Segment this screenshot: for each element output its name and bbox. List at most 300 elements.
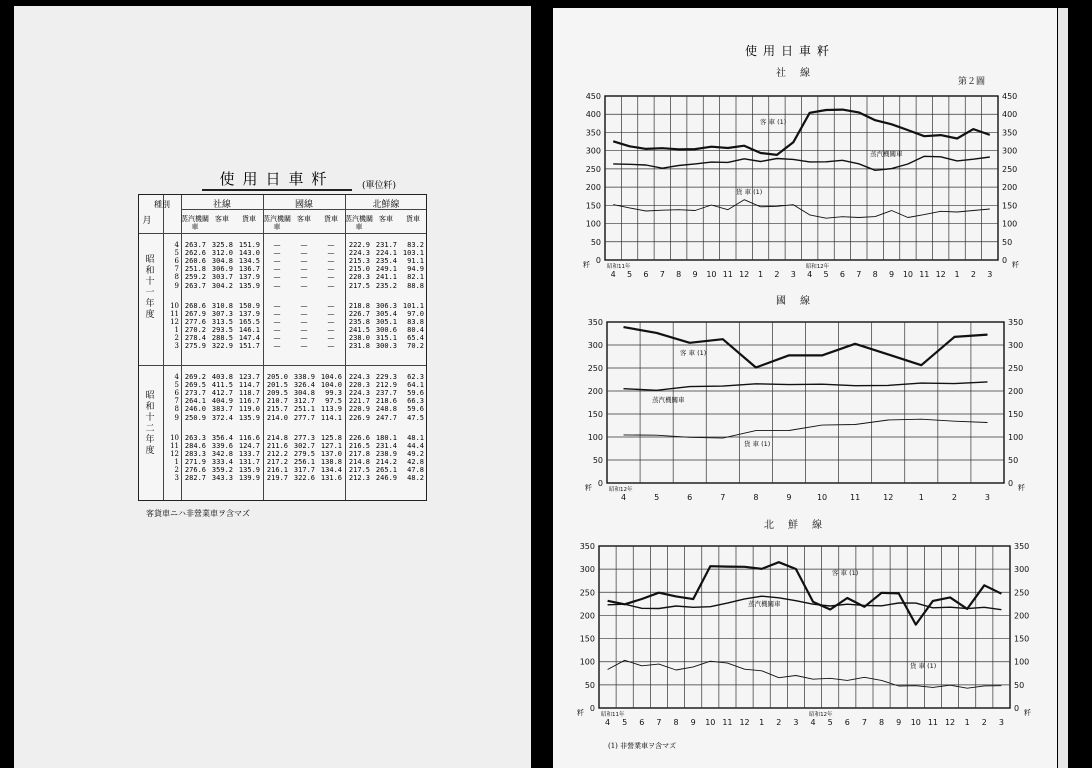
table-dash: — xyxy=(273,334,281,342)
row-month-label: 10 xyxy=(170,433,179,442)
table-cell: 214.8 xyxy=(348,457,370,466)
y-tick-label-left: 100 xyxy=(587,433,603,442)
table-cell: 317.7 xyxy=(293,466,315,474)
y-tick-label-right: 250 xyxy=(1008,364,1024,373)
table-dash: — xyxy=(300,273,308,282)
table-cell: 304.8 xyxy=(293,389,315,398)
chart-title-0: 社線 xyxy=(776,68,824,79)
x-tick-label: 2 xyxy=(970,270,976,279)
y-tick-label-right: 350 xyxy=(1002,128,1018,138)
table-cell: 138.8 xyxy=(320,457,342,466)
series-label-2-2: 貨 車 (1) xyxy=(910,662,937,670)
table-cell: 343.3 xyxy=(211,474,233,483)
x-tick-label: 8 xyxy=(753,493,759,502)
x-tick-label: 12 xyxy=(739,270,750,279)
y-tick-label-left: 250 xyxy=(585,164,601,174)
x-tick-label: 5 xyxy=(823,270,829,279)
table-cell: 372.4 xyxy=(211,413,233,422)
table-cell: 214.2 xyxy=(375,457,397,466)
x-tick-label: 4 xyxy=(810,718,816,727)
y-tick-label-right: 50 xyxy=(1008,456,1019,465)
table-cell: 231.8 xyxy=(348,342,370,351)
y-tick-label-right: 150 xyxy=(1014,634,1030,644)
era-label: 昭和11年 xyxy=(607,264,631,270)
table-cell: 116.6 xyxy=(238,433,260,442)
table-cell: 201.5 xyxy=(266,381,288,390)
table-cell: 62.3 xyxy=(407,373,424,381)
table-cell: 283.3 xyxy=(184,449,206,458)
table-dash: — xyxy=(327,265,335,274)
table-cell: 226.6 xyxy=(348,433,370,442)
x-tick-label: 2 xyxy=(774,270,780,279)
unit-label-left: 粁 xyxy=(577,709,584,717)
unit-label-right: 粁 xyxy=(1018,484,1025,492)
table-cell: 247.7 xyxy=(375,413,397,422)
x-tick-label: 8 xyxy=(872,270,878,279)
table-cell: 214.8 xyxy=(266,433,288,442)
x-tick-label: 4 xyxy=(605,718,611,727)
row-month-label: 7 xyxy=(174,397,179,406)
table-cell: 304.2 xyxy=(211,281,233,290)
header-col-1-1: 客車 xyxy=(297,215,311,223)
table-cell: 143.0 xyxy=(238,249,260,258)
table-cell: 273.7 xyxy=(184,389,206,398)
row-month-label: 9 xyxy=(174,281,179,290)
row-month-label: 11 xyxy=(170,309,179,318)
header-col-0-1: 客車 xyxy=(215,215,229,223)
x-tick-label: 10 xyxy=(705,718,716,727)
table-cell: 216.1 xyxy=(266,466,288,474)
x-tick-label: 4 xyxy=(610,270,616,279)
table-cell: 300.6 xyxy=(375,325,397,334)
header-section-1: 國線 xyxy=(294,200,313,210)
table-dash: — xyxy=(327,334,335,342)
table-cell: 101.1 xyxy=(402,301,424,310)
y-tick-label-right: 400 xyxy=(1002,110,1018,120)
y-tick-label-left: 150 xyxy=(587,410,603,419)
x-tick-label: 2 xyxy=(981,718,987,727)
table-cell: 217.5 xyxy=(348,281,370,290)
table-cell: 300.3 xyxy=(375,342,397,351)
series-label-1-2: 貨 車 (1) xyxy=(744,440,771,448)
table-cell: 282.7 xyxy=(184,474,206,483)
table-cell: 307.3 xyxy=(211,309,233,318)
table-cell: 268.6 xyxy=(184,301,206,310)
unit-label-left: 粁 xyxy=(583,261,590,269)
x-tick-label: 11 xyxy=(850,493,861,502)
table-cell: 48.2 xyxy=(407,474,424,483)
table-cell: 306.3 xyxy=(375,301,397,310)
x-tick-label: 1 xyxy=(758,270,764,279)
table-cell: 151.7 xyxy=(238,342,260,351)
y-tick-label-right: 100 xyxy=(1008,433,1024,442)
y-tick-label-right: 300 xyxy=(1014,565,1030,575)
x-tick-label: 11 xyxy=(722,270,733,279)
y-tick-label-left: 150 xyxy=(579,634,595,644)
table-cell: 47.8 xyxy=(407,466,424,474)
figure-footnote: (1) 非營業車ヲ含マズ xyxy=(608,742,677,750)
table-cell: 269.2 xyxy=(184,373,206,381)
x-tick-label: 3 xyxy=(998,718,1004,727)
unit-label-right: 粁 xyxy=(1012,261,1019,269)
table-cell: 215.0 xyxy=(348,265,370,274)
table-cell: 59.6 xyxy=(407,405,424,414)
table-cell: 97.5 xyxy=(325,397,342,406)
y-tick-label-left: 150 xyxy=(585,201,601,211)
table-cell: 118.7 xyxy=(238,389,260,398)
table-cell: 404.9 xyxy=(211,397,233,406)
era-label-0: 昭和十一年度 xyxy=(145,255,155,320)
table-cell: 212.3 xyxy=(348,474,370,483)
series-label-0-0: 客 車 (1) xyxy=(760,118,787,126)
table-cell: 212.2 xyxy=(266,449,288,458)
y-tick-label-left: 0 xyxy=(595,256,601,265)
table-cell: 139.9 xyxy=(238,474,260,483)
table-cell: 304.8 xyxy=(211,257,233,266)
table-cell: 241.5 xyxy=(348,325,370,334)
table-dash: — xyxy=(300,265,308,274)
x-tick-label: 12 xyxy=(935,270,946,279)
table-cell: 123.7 xyxy=(238,373,260,381)
x-tick-label: 10 xyxy=(902,270,914,279)
table-cell: 277.3 xyxy=(293,433,315,442)
x-tick-label: 6 xyxy=(639,718,645,727)
table-dash: — xyxy=(327,273,335,282)
table-cell: 83.2 xyxy=(407,241,424,249)
x-tick-label: 3 xyxy=(790,270,796,279)
y-tick-label-right: 300 xyxy=(1002,146,1018,156)
row-month-label: 8 xyxy=(174,405,179,414)
table-cell: 269.5 xyxy=(184,381,206,390)
table-cell: 312.0 xyxy=(211,249,233,258)
y-tick-label-left: 0 xyxy=(597,479,603,488)
table-cell: 103.1 xyxy=(402,249,424,258)
table-dash: — xyxy=(273,281,281,290)
y-tick-label-right: 150 xyxy=(1002,201,1018,211)
table-cell: 237.7 xyxy=(375,389,397,398)
y-tick-label-right: 250 xyxy=(1002,164,1018,174)
era-label: 昭和12年 xyxy=(805,264,830,270)
figure-label: 第２圖 xyxy=(958,77,986,87)
table-cell: 116.7 xyxy=(238,397,260,406)
x-tick-label: 5 xyxy=(622,718,628,727)
y-tick-label-left: 450 xyxy=(585,92,601,101)
row-month-label: 2 xyxy=(174,334,179,342)
table-dash: — xyxy=(273,273,281,282)
row-month-label: 11 xyxy=(170,441,179,450)
row-month-label: 8 xyxy=(174,273,179,282)
x-tick-label: 10 xyxy=(706,270,717,279)
era-label: 昭和12年 xyxy=(809,712,833,718)
table-cell: 91.1 xyxy=(407,257,424,266)
table-cell: 305.1 xyxy=(375,317,397,326)
table-cell: 339.6 xyxy=(211,441,233,450)
table-cell: 80.4 xyxy=(407,325,424,334)
y-tick-label-left: 100 xyxy=(579,657,595,667)
y-tick-label-left: 50 xyxy=(590,237,601,247)
x-tick-label: 6 xyxy=(643,270,649,279)
table-cell: 113.9 xyxy=(320,405,342,414)
x-tick-label: 3 xyxy=(793,718,799,727)
table-cell: 97.0 xyxy=(407,309,424,318)
table-cell: 205.0 xyxy=(266,373,288,381)
table-cell: 338.9 xyxy=(293,373,315,381)
table-cell: 150.9 xyxy=(238,301,260,310)
table-cell: 288.5 xyxy=(211,334,233,342)
table-cell: 146.1 xyxy=(238,325,260,334)
table-footnote: 客貨車ニハ非營業車ヲ含マズ xyxy=(146,509,250,518)
x-tick-label: 1 xyxy=(954,270,960,279)
y-tick-label-left: 250 xyxy=(587,364,603,373)
table-cell: 293.5 xyxy=(211,325,233,334)
table-cell: 83.8 xyxy=(407,317,424,326)
x-tick-label: 1 xyxy=(759,718,765,727)
header-category: 種別 xyxy=(154,200,170,209)
row-month-label: 4 xyxy=(174,373,179,381)
table-dash: — xyxy=(300,325,308,334)
table-cell: 137.9 xyxy=(238,309,260,318)
y-tick-label-left: 350 xyxy=(585,128,601,138)
series-label-2-1: 蒸汽機關車 xyxy=(748,600,781,608)
table-cell: 136.7 xyxy=(238,265,260,274)
x-tick-label: 5 xyxy=(627,270,633,279)
x-tick-label: 5 xyxy=(654,493,660,502)
header-col-1-0: 蒸汽機關車 xyxy=(263,215,291,231)
y-tick-label-right: 0 xyxy=(1008,479,1014,488)
row-month-label: 1 xyxy=(174,457,179,466)
y-tick-label-left: 350 xyxy=(579,542,595,551)
table-cell: 279.5 xyxy=(293,449,315,458)
table-cell: 229.3 xyxy=(375,373,397,381)
x-tick-label: 4 xyxy=(620,493,627,502)
table-cell: 119.0 xyxy=(238,405,260,414)
table-cell: 49.2 xyxy=(407,449,424,458)
table-cell: 64.1 xyxy=(407,381,424,390)
y-tick-label-left: 200 xyxy=(579,611,595,621)
x-tick-label: 1 xyxy=(964,718,970,727)
table-cell: 151.9 xyxy=(238,241,260,249)
table-dash: — xyxy=(273,241,281,249)
figure-title: 使用日車粁 xyxy=(744,44,835,58)
table-cell: 217.8 xyxy=(348,449,370,458)
x-tick-label: 7 xyxy=(656,718,662,727)
header-col-0-2: 貨車 xyxy=(242,215,256,223)
table-cell: 224.3 xyxy=(348,249,370,258)
table-cell: 251.1 xyxy=(293,405,315,414)
unit-label-right: 粁 xyxy=(1024,709,1031,717)
x-tick-label: 8 xyxy=(673,718,679,727)
table-cell: 325.8 xyxy=(211,241,233,249)
header-section-2: 北鮮線 xyxy=(372,200,400,210)
table-dash: — xyxy=(273,265,281,274)
table-cell: 256.1 xyxy=(293,457,315,466)
table-cell: 226.7 xyxy=(348,309,370,318)
era-label: 昭和12年 xyxy=(609,487,633,493)
table-cell: 310.8 xyxy=(211,301,233,310)
x-tick-label: 9 xyxy=(690,718,696,727)
header-col-2-2: 貨車 xyxy=(406,215,420,223)
y-tick-label-left: 250 xyxy=(579,588,595,598)
y-tick-label-right: 250 xyxy=(1014,588,1030,598)
row-month-label: 5 xyxy=(174,249,179,258)
table-cell: 133.7 xyxy=(238,449,260,458)
x-tick-label: 12 xyxy=(883,493,894,502)
table-cell: 235.8 xyxy=(348,317,370,326)
x-tick-label: 12 xyxy=(944,718,956,727)
table-cell: 305.4 xyxy=(375,309,397,318)
table-cell: 270.2 xyxy=(184,325,206,334)
table-dash: — xyxy=(327,249,335,258)
table-dash: — xyxy=(300,249,308,258)
x-tick-label: 8 xyxy=(676,270,682,279)
table-dash: — xyxy=(300,281,308,290)
table-cell: 127.1 xyxy=(320,441,342,450)
x-tick-label: 7 xyxy=(861,718,867,727)
x-tick-label: 3 xyxy=(984,493,991,502)
y-tick-label-right: 200 xyxy=(1014,611,1030,621)
y-tick-label-left: 200 xyxy=(585,183,601,193)
y-tick-label-right: 350 xyxy=(1008,318,1024,327)
table-cell: 210.7 xyxy=(266,397,288,406)
table-cell: 315.1 xyxy=(375,334,397,342)
x-tick-label: 1 xyxy=(918,493,924,502)
x-tick-label: 9 xyxy=(896,718,902,727)
table-cell: 342.8 xyxy=(211,449,233,458)
y-tick-label-left: 200 xyxy=(587,387,603,396)
y-tick-label-right: 200 xyxy=(1002,183,1018,193)
table-cell: 220.3 xyxy=(348,381,370,390)
y-tick-label-left: 400 xyxy=(585,110,601,120)
table-cell: 248.8 xyxy=(375,405,397,414)
table-cell: 322.9 xyxy=(211,342,233,351)
row-month-label: 1 xyxy=(174,325,179,334)
x-tick-label: 11 xyxy=(927,718,939,727)
y-tick-label-right: 50 xyxy=(1002,237,1013,247)
table-cell: 235.2 xyxy=(375,281,397,290)
table-cell: 278.4 xyxy=(184,334,206,342)
era-label-1: 昭和十二年度 xyxy=(145,391,155,456)
x-tick-label: 6 xyxy=(844,718,850,727)
x-tick-label: 12 xyxy=(739,718,750,727)
x-tick-label: 8 xyxy=(879,718,885,727)
header-section-0: 社線 xyxy=(212,200,231,210)
table-cell: 70.2 xyxy=(407,342,424,351)
table-cell: 88.8 xyxy=(407,281,424,290)
table-cell: 217.5 xyxy=(348,466,370,474)
table-cell: 131.6 xyxy=(320,474,342,483)
table-cell: 47.5 xyxy=(407,413,424,422)
series-label-0-2: 貨 車 (1) xyxy=(736,188,763,196)
y-tick-label-left: 300 xyxy=(579,565,595,575)
table-cell: 59.6 xyxy=(407,389,424,398)
table-dash: — xyxy=(273,325,281,334)
table-dash: — xyxy=(300,309,308,318)
table-dash: — xyxy=(327,301,335,310)
y-tick-label-right: 100 xyxy=(1002,219,1018,229)
x-tick-label: 7 xyxy=(659,270,665,279)
table-cell: 277.7 xyxy=(293,413,315,422)
y-tick-label-right: 50 xyxy=(1014,680,1025,690)
table-cell: 147.4 xyxy=(238,334,260,342)
y-tick-label-right: 150 xyxy=(1008,410,1024,419)
table-cell: 135.9 xyxy=(238,281,260,290)
table-cell: 249.1 xyxy=(375,265,397,274)
table-cell: 265.1 xyxy=(375,466,397,474)
table-cell: 218.8 xyxy=(348,301,370,310)
y-tick-label-right: 350 xyxy=(1014,542,1030,551)
x-tick-label: 3 xyxy=(987,270,993,279)
x-tick-label: 6 xyxy=(839,270,845,279)
table-cell: 251.8 xyxy=(184,265,206,274)
table-cell: 271.9 xyxy=(184,457,206,466)
header-col-2-1: 客車 xyxy=(379,215,393,223)
table-cell: 284.6 xyxy=(184,441,206,450)
y-tick-label-right: 0 xyxy=(1014,704,1020,713)
x-tick-label: 9 xyxy=(692,270,698,279)
table-cell: 231.4 xyxy=(375,441,397,450)
table-cell: 134.5 xyxy=(238,257,260,266)
table-dash: — xyxy=(273,249,281,258)
table-cell: 180.1 xyxy=(375,433,397,442)
table-cell: 218.6 xyxy=(375,397,397,406)
series-label-2-0: 客 車 (1) xyxy=(832,569,859,577)
y-tick-label-left: 0 xyxy=(589,704,595,713)
table-dash: — xyxy=(300,317,308,326)
table-dash: — xyxy=(273,309,281,318)
y-tick-label-left: 300 xyxy=(585,146,601,156)
unit-label-left: 粁 xyxy=(585,484,592,492)
table-cell: 165.5 xyxy=(238,317,260,326)
table-cell: 220.9 xyxy=(348,405,370,414)
table-cell: 114.7 xyxy=(238,381,260,390)
table-cell: 219.7 xyxy=(266,474,288,483)
x-tick-label: 4 xyxy=(807,270,813,279)
table-cell: 326.4 xyxy=(293,381,315,390)
table-cell: 235.4 xyxy=(375,257,397,266)
row-month-label: 7 xyxy=(174,265,179,274)
table-cell: 241.1 xyxy=(375,273,397,282)
y-tick-label-right: 0 xyxy=(1002,256,1008,265)
table-dash: — xyxy=(327,309,335,318)
table-dash: — xyxy=(327,241,335,249)
table-cell: 209.5 xyxy=(266,389,288,398)
table-cell: 412.7 xyxy=(211,389,233,398)
table-dash: — xyxy=(327,257,335,266)
y-tick-label-right: 300 xyxy=(1008,341,1024,350)
row-month-label: 12 xyxy=(170,317,179,326)
x-tick-label: 9 xyxy=(889,270,895,279)
table-cell: 263.7 xyxy=(184,281,206,290)
chart-title-1: 國線 xyxy=(776,296,824,307)
table-cell: 403.8 xyxy=(211,373,233,381)
table-dash: — xyxy=(327,325,335,334)
table-dash: — xyxy=(273,317,281,326)
table-cell: 135.9 xyxy=(238,413,260,422)
table-cell: 214.0 xyxy=(266,413,288,422)
table-dash: — xyxy=(300,257,308,266)
row-month-label: 10 xyxy=(170,301,179,310)
table-cell: 131.7 xyxy=(238,457,260,466)
y-tick-label-right: 450 xyxy=(1002,92,1018,101)
table-cell: 217.2 xyxy=(266,457,288,466)
row-month-label: 2 xyxy=(174,466,179,474)
x-tick-label: 10 xyxy=(910,718,921,727)
table-cell: 125.8 xyxy=(320,433,342,442)
x-tick-label: 2 xyxy=(951,493,957,502)
table-cell: 66.3 xyxy=(407,397,424,406)
x-tick-label: 5 xyxy=(827,718,833,727)
table-dash: — xyxy=(300,301,308,310)
